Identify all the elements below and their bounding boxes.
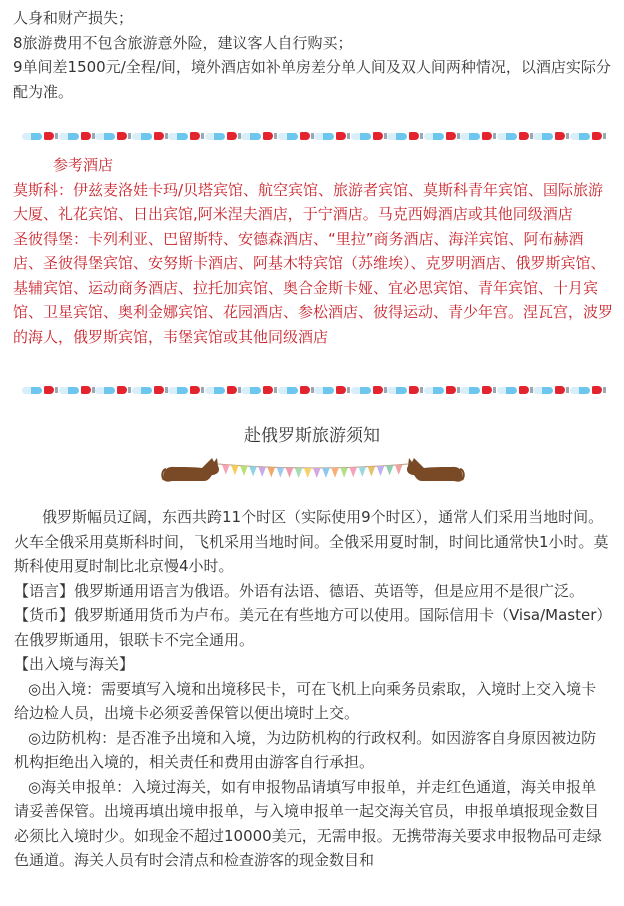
pill-divider-top	[22, 130, 606, 142]
bunting-flag	[222, 465, 230, 475]
pill-capsule-icon	[278, 132, 314, 140]
pill-capsule-icon	[241, 132, 277, 140]
pill-capsule-icon	[132, 132, 168, 140]
pill-capsule-icon	[533, 386, 569, 394]
notes-title: 赴俄罗斯旅游须知	[244, 426, 380, 446]
bunting-flag	[340, 468, 348, 478]
pill-capsule-icon	[497, 386, 533, 394]
pill-capsule-icon	[460, 386, 496, 394]
note-line-insurance: 8旅游费用不包含旅游意外险，建议客人自行购买；	[13, 33, 353, 52]
bunting-flag	[331, 468, 339, 478]
pill-capsule-icon	[168, 132, 204, 140]
bunting-flag	[258, 467, 266, 477]
pill-capsule-icon	[424, 132, 460, 140]
pill-capsule-icon	[460, 132, 496, 140]
pill-divider-bottom	[22, 384, 606, 396]
bunting-flag	[286, 468, 294, 478]
notes-language: 【语言】俄罗斯通用语言为俄语。外语有法语、德语、英语等，但是应用不是很广泛。	[14, 581, 585, 600]
notes-intro: 俄罗斯幅员辽阔，东西共跨11个时区（实际使用9个时区），通常人们采用当地时间。火车全俄采用莫斯科时间，飞机采用当地时间。全俄采用夏时制，时间比通常快1小时。莫斯科使用夏时制比北京慢4小时。	[14, 508, 609, 575]
bunting-flag	[304, 468, 312, 478]
bunting-flag	[395, 465, 403, 475]
bunting-flag	[231, 465, 239, 475]
pill-capsule-icon	[205, 132, 241, 140]
bunting-flag	[349, 467, 357, 477]
pill-capsule-icon	[570, 386, 606, 394]
pill-capsule-icon	[59, 386, 95, 394]
pill-capsule-icon	[351, 386, 387, 394]
pill-capsule-icon	[570, 132, 606, 140]
notes-entry: ◎出入境：需要填写入境和出境移民卡，可在飞机上向乘务员索取，入境时上交入境卡给边检人员，出境卡必须妥善保管以便出境时上交。	[14, 679, 597, 722]
notes-currency: 【货币】俄罗斯通用货币为卢布。美元在有些地方可以使用。国际信用卡（Visa/Master）在俄罗斯通用，银联卡不完全通用。	[14, 606, 604, 649]
bunting-flag	[359, 467, 367, 477]
bunting-flag	[295, 468, 303, 478]
pill-capsule-icon	[59, 132, 95, 140]
cat-silhouette-icon	[162, 458, 219, 482]
pill-capsule-icon	[314, 132, 350, 140]
bunting-flag	[277, 468, 285, 478]
pill-capsule-icon	[351, 132, 387, 140]
bunting-flag	[249, 466, 257, 476]
pill-capsule-icon	[22, 132, 58, 140]
bunting-flag	[377, 466, 385, 476]
notes-body	[14, 505, 610, 873]
bunting-flag	[322, 468, 330, 478]
pill-capsule-icon	[95, 132, 131, 140]
pill-capsule-icon	[205, 386, 241, 394]
hotels-st-petersburg: 圣彼得堡：卡列利亚、巴留斯特、安德森酒店、“里拉”商务酒店、海洋宾馆、阿布赫酒店、圣彼得堡宾馆、安努斯卡酒店、阿基木特宾馆（苏维埃）、克罗明酒店、俄罗斯宾馆、基辅宾馆、运动商务酒店、拉托加宾馆、奥合金斯卡娅、宜必思宾馆、青年宾馆、十月宾馆、卫星宾馆、奥利金娜宾馆、花园酒店、参松酒店、彼得运动、青少年宫。涅瓦宫，波罗的海人，俄罗斯宾馆，韦堡宾馆或其他同级酒店	[13, 229, 614, 346]
bunting-flag	[240, 466, 248, 476]
notes-customs-heading: 【出入境与海关】	[14, 655, 135, 673]
pill-capsule-icon	[387, 386, 423, 394]
pill-capsule-icon	[533, 132, 569, 140]
note-line-personal-loss: 人身和财产损失；	[13, 9, 134, 27]
bunting-flag	[268, 467, 276, 477]
bunting-flags-icon	[160, 452, 466, 486]
pill-capsule-icon	[22, 386, 58, 394]
cat-silhouette-icon	[407, 458, 464, 482]
hotels-section	[13, 153, 613, 349]
pill-capsule-icon	[314, 386, 350, 394]
bunting-flag	[368, 466, 376, 476]
bunting-flag	[386, 465, 394, 475]
note-line-single-room: 9单间差1500元/全程/间，境外酒店如补单房差分单人间及双人间两种情况，以酒店实际分配为准。	[13, 58, 611, 101]
pill-capsule-icon	[241, 386, 277, 394]
notes-border: ◎边防机构：是否准予出境和入境，为边防机构的行政权利。如因游客自身原因被边防机构拒绝出入境的，相关责任和费用由游客自行承担。	[14, 728, 597, 771]
bunting-flag	[313, 468, 321, 478]
pill-capsule-icon	[95, 386, 131, 394]
fee-notes	[13, 6, 613, 104]
pill-capsule-icon	[497, 132, 533, 140]
pill-capsule-icon	[387, 132, 423, 140]
pill-capsule-icon	[278, 386, 314, 394]
pill-capsule-icon	[132, 386, 168, 394]
hotels-heading: 参考酒店	[53, 156, 114, 174]
pill-capsule-icon	[168, 386, 204, 394]
hotels-moscow: 莫斯科：伊兹麦洛娃卡玛/贝塔宾馆、航空宾馆、旅游者宾馆、莫斯科青年宾馆、国际旅游大厦、礼花宾馆、日出宾馆,阿米涅夫酒店，于宁酒店。马克西姆酒店或其他同级酒店	[13, 180, 604, 223]
notes-declaration: ◎海关申报单：入境过海关，如有申报物品请填写申报单，并走红色通道，海关申报单请妥善保管。出境再填出境申报单，与入境申报单一起交海关官员，申报单填报现金数目必须比入境时少。如现金不超过10000美元，无需申报。无携带海关要求申报物品可走绿色通道。海关人员有时会清点和检查游客的现金数目和	[14, 777, 602, 869]
pill-capsule-icon	[424, 386, 460, 394]
